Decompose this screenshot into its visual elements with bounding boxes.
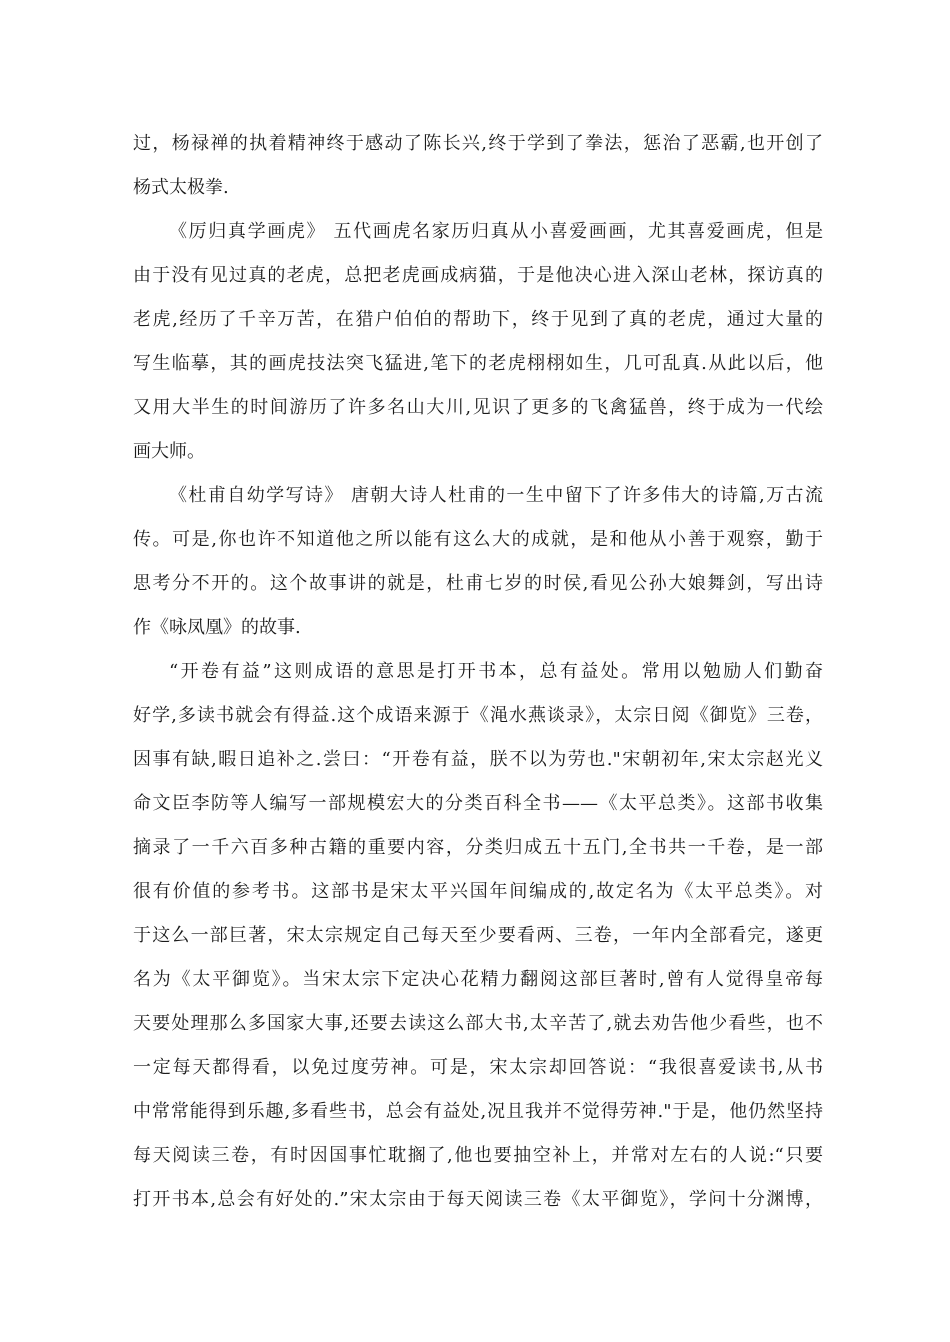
text-line: 很有价值的参考书。这部书是宋太平兴国年间编成的,故定名为《太平总类》。对 — [133, 881, 823, 902]
text-line: 杨式太极拳. — [133, 177, 229, 198]
text-line: 天要处理那么多国家大事,还要去读这么部大书,太辛苦了,就去劝告他少看些，也不 — [133, 1013, 823, 1034]
text-line: “开卷有益”这则成语的意思是打开书本，总有益处。常用以勉励人们勤奋 — [169, 661, 823, 682]
text-line: 《杜甫自幼学写诗》 唐朝大诗人杜甫的一生中留下了许多伟大的诗篇,万古流 — [169, 485, 823, 506]
text-line: 命文臣李防等人编写一部规模宏大的分类百科全书——《太平总类》。这部书收集 — [133, 793, 823, 814]
text-line: 因事有缺,暇日追补之.尝曰：“开卷有益，朕不以为劳也."宋朝初年,宋太宗赵光义 — [133, 749, 823, 770]
text-line: 思考分不开的。这个故事讲的就是，杜甫七岁的时侯,看见公孙大娘舞剑，写出诗 — [133, 573, 823, 594]
document-body — [133, 127, 823, 1227]
text-line: 写生临摹，其的画虎技法突飞猛进,笔下的老虎栩栩如生，几可乱真.从此以后，他 — [133, 353, 823, 374]
text-line: 画大师。 — [133, 441, 205, 462]
text-line: 名为《太平御览》。当宋太宗下定决心花精力翻阅这部巨著时,曾有人觉得皇帝每 — [133, 969, 823, 990]
text-line: 又用大半生的时间游历了许多名山大川,见识了更多的飞禽猛兽，终于成为一代绘 — [133, 397, 823, 418]
text-line: 摘录了一千六百多种古籍的重要内容，分类归成五十五门,全书共一千卷，是一部 — [133, 837, 823, 858]
text-line: 中常常能得到乐趣,多看些书，总会有益处,况且我并不觉得劳神."于是，他仍然坚持 — [133, 1101, 823, 1122]
text-line: 老虎,经历了千辛万苦，在猎户伯伯的帮助下，终于见到了真的老虎，通过大量的 — [133, 309, 823, 330]
text-line: 一定每天都得看，以免过度劳神。可是，宋太宗却回答说：“我很喜爱读书,从书 — [133, 1057, 823, 1078]
text-line: 《厉归真学画虎》 五代画虎名家历归真从小喜爱画画，尤其喜爱画虎，但是 — [169, 221, 823, 242]
text-line: 好学,多读书就会有得益.这个成语来源于《渑水燕谈录》，太宗日阅《御览》三卷， — [133, 705, 823, 726]
text-line: 每天阅读三卷，有时因国事忙耽搁了,他也要抽空补上，并常对左右的人说:“只要 — [133, 1145, 823, 1166]
text-line: 于这么一部巨著，宋太宗规定自己每天至少要看两、三卷，一年内全部看完，遂更 — [133, 925, 823, 946]
text-line: 打开书本,总会有好处的.”宋太宗由于每天阅读三卷《太平御览》，学问十分渊博， — [133, 1189, 823, 1210]
text-line: 过，杨禄禅的执着精神终于感动了陈长兴,终于学到了拳法，惩治了恶霸,也开创了 — [133, 133, 823, 154]
text-line: 由于没有见过真的老虎，总把老虎画成病猫，于是他决心进入深山老林，探访真的 — [133, 265, 823, 286]
text-line: 传。可是,你也许不知道他之所以能有这么大的成就，是和他从小善于观察，勤于 — [133, 529, 823, 550]
text-line: 作《咏凤凰》的故事. — [133, 617, 301, 638]
